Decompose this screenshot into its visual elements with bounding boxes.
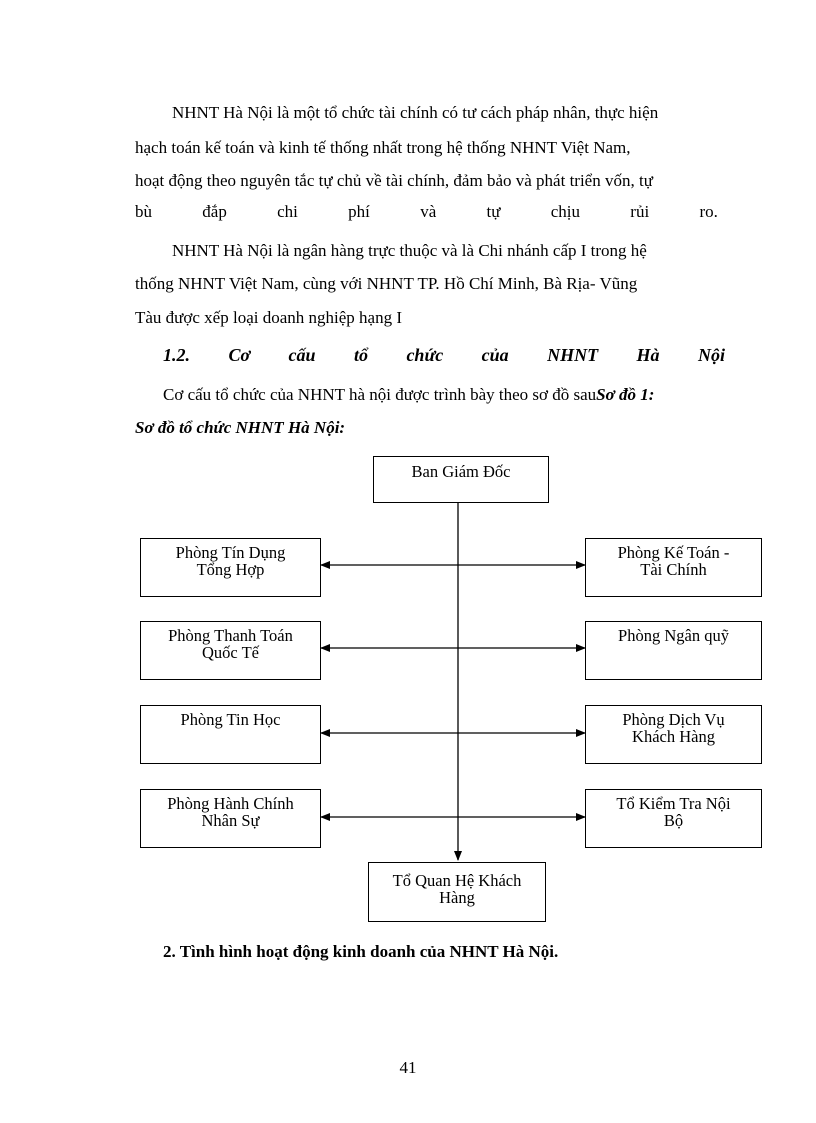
box-label-line: Phòng Tin Học (180, 710, 281, 729)
box-phong-dich-vu (585, 705, 762, 764)
heading-word: tổ (353, 345, 368, 365)
paragraph-2-line-3: Tàu được xếp loại doanh nghiệp hạng I (135, 308, 402, 327)
box-label-line: Tổng Hợp (196, 560, 265, 579)
word: rủi (630, 202, 650, 221)
box-phong-hanh-chinh (140, 789, 321, 848)
word: và (420, 202, 437, 221)
box-label-line: Phòng Kế Toán - (617, 543, 730, 562)
box-label-line: Bộ (663, 811, 684, 830)
word: bù (135, 202, 152, 221)
word: ro. (699, 202, 718, 221)
box-label-line: Tổ Quan Hệ Khách (392, 871, 522, 890)
diagram-caption-label: Sơ đồ 1: (596, 385, 655, 404)
box-phong-tin-hoc (140, 705, 321, 764)
paragraph-1-line-1: NHNT Hà Nội là một tổ chức tài chính có tư cách pháp nhân, thực hiện (172, 103, 659, 122)
box-label-line: Nhân Sự (201, 811, 260, 830)
word: chi (277, 202, 298, 221)
box-label-line: Phòng Tín Dụng (175, 543, 286, 562)
box-phong-ngan-quy (585, 621, 762, 680)
section-2-heading: 2. Tình hình hoạt động kinh doanh của NHNT Hà Nội. (163, 942, 559, 961)
heading-word: 1.2. (163, 345, 190, 365)
heading-word: cấu (288, 345, 316, 365)
word: đắp (202, 202, 227, 221)
box-label-line: Phòng Dịch Vụ (622, 710, 725, 729)
box-label-line: Quốc Tế (202, 643, 259, 662)
box-label-line: Phòng Thanh Toán (168, 626, 293, 645)
heading-word: của (481, 345, 509, 365)
box-label: Ban Giám Đốc (411, 462, 511, 481)
word: tự (486, 202, 501, 221)
box-label-line: Phòng Hành Chính (167, 794, 294, 813)
box-phong-thanh-toan (140, 621, 321, 680)
paragraph-2-line-1: NHNT Hà Nội là ngân hàng trực thuộc và là Chi nhánh cấp I trong hệ (172, 241, 647, 260)
box-phong-tin-dung (140, 538, 321, 597)
box-label-line: Hàng (439, 888, 475, 907)
heading-word: Hà (636, 345, 660, 365)
word: chịu (550, 202, 581, 221)
box-to-kiem-tra (585, 789, 762, 848)
paragraph-1-line-2: hạch toán kế toán và kinh tế thống nhất trong hệ thống NHNT Việt Nam, (135, 138, 631, 157)
box-label-line: Tổ Kiểm Tra Nội (616, 794, 731, 813)
paragraph-2-line-2: thống NHNT Việt Nam, cùng với NHNT TP. Hồ Chí Minh, Bà Rịa- Vũng (135, 274, 638, 293)
box-phong-ke-toan (585, 538, 762, 597)
diagram-caption-title: Sơ đồ tổ chức NHNT Hà Nội: (135, 418, 346, 437)
heading-word: chức (406, 345, 444, 365)
box-ban-giam-doc (373, 456, 549, 503)
box-label-line: Khách Hàng (632, 727, 715, 746)
intro-text: Cơ cấu tổ chức của NHNT hà nội được trình bày theo sơ đồ sau (163, 385, 597, 404)
page-number: 41 (399, 1058, 417, 1077)
box-label-line: Tài Chính (640, 560, 707, 579)
paragraph-1-line-3: hoạt động theo nguyên tắc tự chủ về tài chính, đảm bảo và phát triển vốn, tự (135, 171, 653, 190)
heading-word: Nội (697, 345, 725, 365)
heading-word: Cơ (228, 345, 251, 365)
word: phí (348, 202, 370, 221)
box-label-line: Phòng Ngân quỹ (618, 626, 729, 645)
heading-word: NHNT (547, 345, 599, 365)
box-to-quan-he (368, 862, 546, 922)
